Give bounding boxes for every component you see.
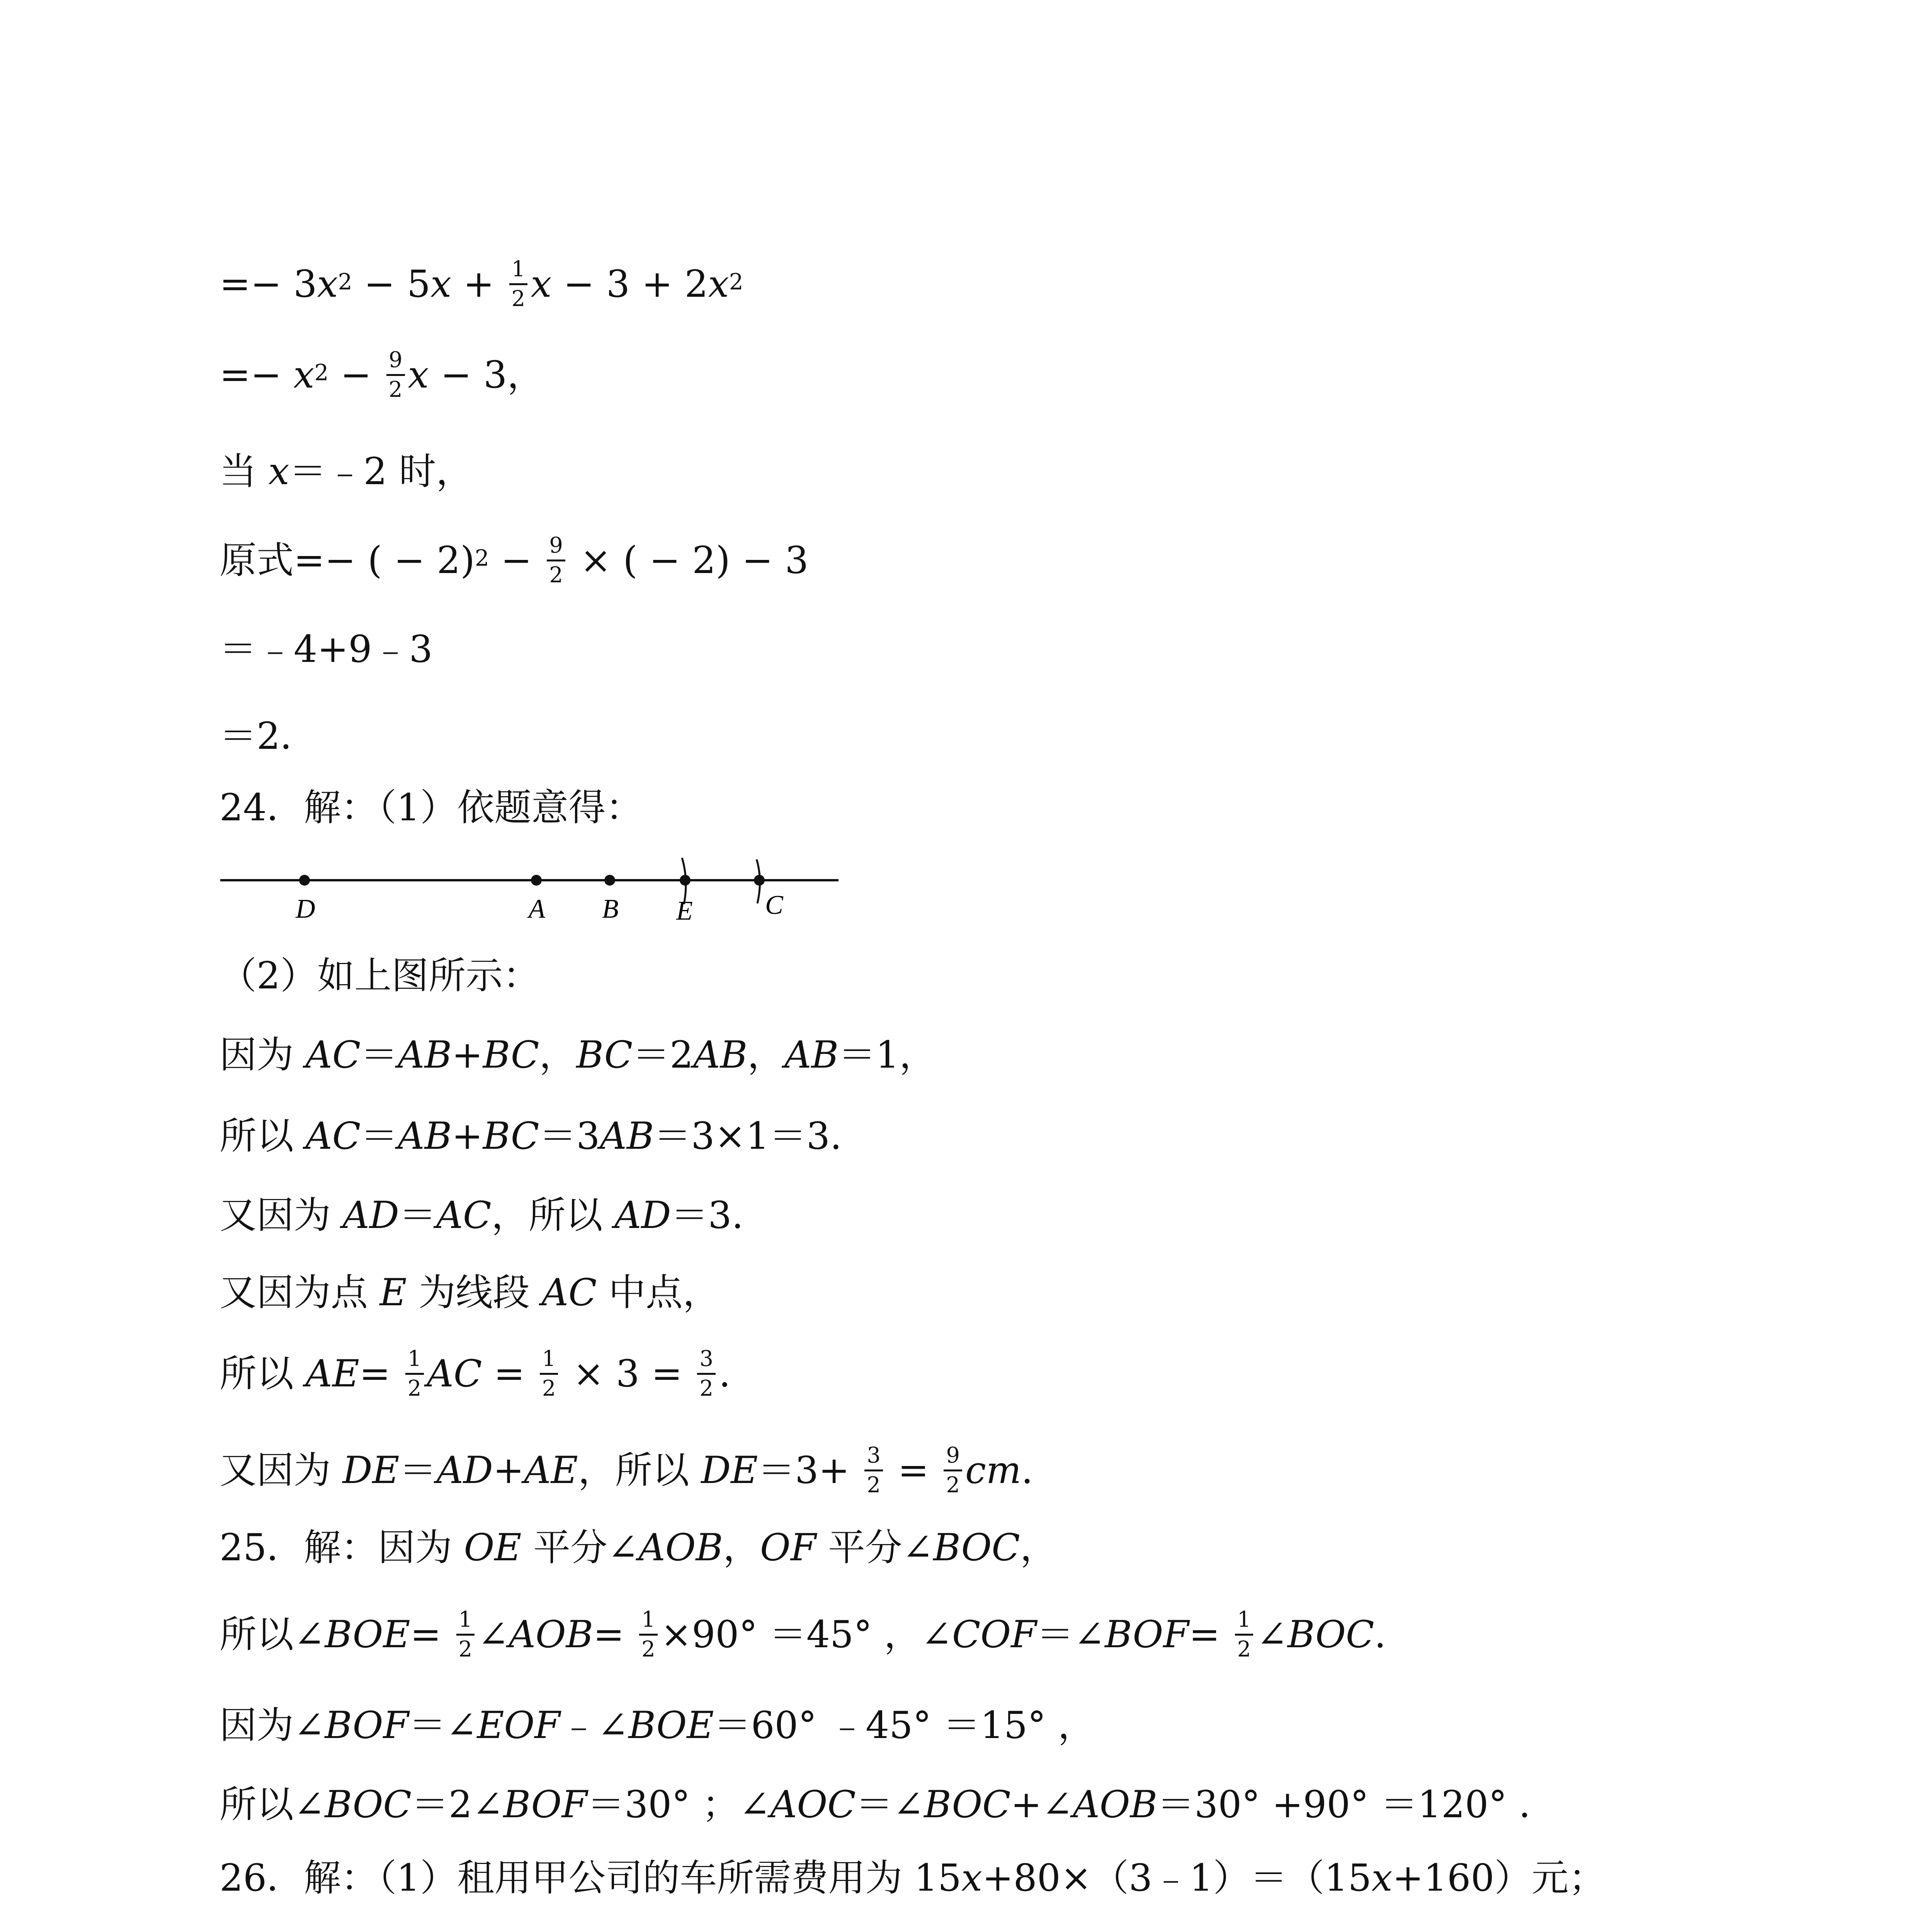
text-run: . xyxy=(1021,1449,1033,1492)
math-variable: BOF xyxy=(1105,1613,1189,1656)
math-variable: AB xyxy=(398,1114,452,1158)
math-variable: AOB xyxy=(1073,1783,1158,1826)
math-variable: AD xyxy=(436,1449,493,1492)
text-run: . xyxy=(719,1352,731,1395)
math-variable: OF xyxy=(760,1526,816,1569)
fraction-denominator: 2 xyxy=(1237,1636,1251,1662)
text-run: ， xyxy=(539,1033,577,1077)
fraction-denominator: 2 xyxy=(388,377,403,402)
text-run: − 5 xyxy=(352,262,431,306)
point-d xyxy=(299,875,310,886)
math-variable: DE xyxy=(342,1449,400,1492)
text-run: + xyxy=(451,262,506,306)
point-b xyxy=(604,875,615,886)
math-variable: AB xyxy=(693,1033,748,1077)
text-run: ∠ xyxy=(478,1613,509,1656)
text-run: 平分∠ xyxy=(521,1526,639,1569)
text-run: − xyxy=(489,539,544,582)
text-run: +∠ xyxy=(1010,1783,1073,1826)
math-variable: BOC xyxy=(933,1526,1020,1569)
math-variable: DE xyxy=(701,1449,758,1492)
math-variable: BOF xyxy=(503,1783,588,1826)
math-variable: E xyxy=(379,1271,407,1314)
line-6 xyxy=(219,711,317,761)
line-2: =− x $^2$ − $\frac{9}{2}$ x − 3， xyxy=(219,347,544,402)
text-run: =− xyxy=(219,353,294,396)
math-variable: BOC xyxy=(924,1783,1011,1826)
text-run: ，所以 xyxy=(578,1449,701,1492)
line-1: =− 3 x $^2$ − 5 x + $\frac{1}{2}$ x − 3 + 2 x $^2$ xyxy=(219,256,743,311)
text-run: 又因为 xyxy=(219,1194,343,1237)
fraction-denominator: 2 xyxy=(511,286,526,311)
text-run: 为线段 xyxy=(407,1271,542,1314)
text-run: = xyxy=(410,1613,453,1656)
fraction-denominator: 2 xyxy=(542,1376,556,1401)
text-run: + xyxy=(452,1033,483,1077)
text-run: ＝∠ xyxy=(409,1704,477,1747)
point-a xyxy=(531,875,542,886)
text-run: ＝1， xyxy=(839,1033,937,1077)
math-variable: x xyxy=(1371,1856,1393,1900)
fraction-numerator: 1 xyxy=(1235,1609,1254,1636)
fraction-denominator: 2 xyxy=(867,1472,881,1498)
text-run: 26．解：（1）租用甲公司的车所需费用为 15 xyxy=(219,1856,961,1900)
math-variable: AB xyxy=(398,1033,452,1077)
math-variable: x xyxy=(408,353,429,396)
text-run: ＝∠ xyxy=(856,1783,924,1826)
math-variable: x xyxy=(293,353,315,396)
line-3 xyxy=(219,446,473,497)
math-variable: AC xyxy=(427,1352,482,1395)
text-run: ×90° ＝45° ，∠ xyxy=(660,1613,952,1656)
math-variable: BOE xyxy=(628,1704,714,1747)
text-run: 25．解：因为 xyxy=(219,1526,464,1569)
text-run: ＝3 xyxy=(539,1114,600,1158)
text-run: +80×（3﹣1）＝（15 xyxy=(982,1856,1372,1900)
fraction xyxy=(944,1442,962,1498)
math-variable: AE xyxy=(305,1352,359,1395)
line-11 xyxy=(219,1190,743,1240)
line-13 xyxy=(219,1346,731,1401)
text-run: 又因为 xyxy=(219,1449,343,1492)
text-run: ＝﹣2 时， xyxy=(289,450,473,493)
math-variable: x xyxy=(961,1856,983,1900)
text-run: 又因为点 xyxy=(219,1271,380,1314)
math-variable: x xyxy=(430,262,452,306)
text-run: 中点， xyxy=(597,1271,720,1314)
math-variable: BOF xyxy=(325,1704,409,1747)
text-run: ＝ xyxy=(399,1449,437,1492)
label-d: D xyxy=(296,894,315,924)
line-7 xyxy=(219,782,643,833)
text-run: = xyxy=(482,1352,537,1395)
fraction xyxy=(1235,1609,1254,1660)
math-variable: x xyxy=(317,262,338,306)
text-run: ， xyxy=(747,1033,785,1077)
text-run: ∠ xyxy=(1256,1613,1288,1656)
fraction-denominator: 2 xyxy=(946,1472,960,1498)
math-variable: AE xyxy=(524,1449,578,1492)
math-variable: AC xyxy=(541,1271,597,1314)
math-variable: BOC xyxy=(325,1783,412,1826)
math-variable: AD xyxy=(614,1194,671,1237)
text-run: = xyxy=(359,1352,402,1395)
text-run: ＝ xyxy=(399,1194,436,1237)
math-variable: COF xyxy=(952,1613,1037,1656)
text-run: ＝﹣4+9﹣3 xyxy=(219,628,433,671)
math-variable: AOB xyxy=(509,1613,594,1656)
fraction-numerator: 3 xyxy=(697,1348,716,1375)
text-run: ＝2 xyxy=(633,1033,694,1077)
text-run: （2）如上图所示： xyxy=(219,954,540,997)
text-run: × 3 = xyxy=(561,1352,694,1395)
text-run: ＝ xyxy=(361,1033,398,1077)
text-run: ＝ xyxy=(361,1114,398,1158)
text-run: 因为∠ xyxy=(219,1704,325,1747)
text-run: ＝30° ；∠ xyxy=(587,1783,771,1826)
fraction-numerator: 9 xyxy=(944,1445,962,1471)
fraction xyxy=(386,349,405,401)
math-variable: AB xyxy=(784,1033,839,1077)
math-variable: BOE xyxy=(325,1613,410,1656)
fraction-numerator: 1 xyxy=(639,1609,658,1636)
text-run: × ( − 2) − 3 xyxy=(568,539,809,582)
text-run: ＝3+ xyxy=(758,1449,862,1492)
text-run: − 3 + 2 xyxy=(551,262,708,306)
text-run: + xyxy=(493,1449,524,1492)
fraction-numerator: 9 xyxy=(547,535,565,561)
text-run: ＝2． xyxy=(219,714,318,758)
line-4: 原式=− ( − 2) $^2$ − $\frac{9}{2}$ × ( − 2) − 3 xyxy=(219,532,809,588)
fraction-numerator: 3 xyxy=(864,1445,883,1471)
text-run: + xyxy=(452,1114,483,1158)
text-run: − 3， xyxy=(429,353,544,396)
text-run: = xyxy=(593,1613,636,1656)
line-19 xyxy=(219,1853,1606,1903)
math-variable: cm xyxy=(965,1449,1021,1492)
text-run: ﹣∠ xyxy=(560,1704,629,1747)
math-variable: x xyxy=(268,450,289,493)
text-run: 所以 xyxy=(219,1352,306,1395)
text-run: 当 xyxy=(219,450,269,493)
math-variable: EOF xyxy=(477,1704,560,1747)
text-run: ＝30° +90° ＝120° ． xyxy=(1157,1783,1556,1826)
line-10 xyxy=(219,1111,842,1161)
fraction-denominator: 2 xyxy=(699,1376,714,1401)
text-run: +160）元； xyxy=(1392,1856,1606,1900)
text-run: ，所以 xyxy=(491,1194,615,1237)
line-12 xyxy=(219,1267,720,1318)
text-run: ＝3. xyxy=(671,1194,743,1237)
math-variable: BC xyxy=(483,1114,539,1158)
text-run: 平分∠ xyxy=(816,1526,934,1569)
line-14 xyxy=(219,1442,1033,1498)
fraction-numerator: 1 xyxy=(405,1348,424,1375)
number-line-diagram xyxy=(216,850,858,927)
fraction xyxy=(509,256,528,311)
text-run: =− 3 xyxy=(219,262,317,306)
text-run: ＝∠ xyxy=(1036,1613,1105,1656)
fraction xyxy=(864,1442,883,1498)
label-a: A xyxy=(529,894,545,924)
label-c: C xyxy=(765,890,783,920)
fraction-numerator: 1 xyxy=(540,1348,558,1375)
math-variable: AC xyxy=(436,1194,492,1237)
math-variable: AOC xyxy=(770,1783,856,1826)
text-run: ＝2∠ xyxy=(411,1783,503,1826)
line-9 xyxy=(219,1030,936,1080)
line-5 xyxy=(219,624,433,674)
text-run: = xyxy=(1189,1613,1232,1656)
math-variable: BC xyxy=(483,1033,539,1077)
line-18 xyxy=(219,1779,1556,1830)
label-b: B xyxy=(602,894,619,924)
math-variable: x xyxy=(531,262,552,306)
text-run: ＝60° ﹣45° ＝15° ， xyxy=(714,1704,1095,1747)
math-variable: BC xyxy=(576,1033,633,1077)
math-variable: OE xyxy=(464,1526,522,1569)
fraction xyxy=(405,1348,424,1400)
fraction xyxy=(547,532,565,588)
fraction xyxy=(697,1348,716,1400)
text-run: 24．解：（1）依题意得： xyxy=(219,786,643,829)
math-variable: AB xyxy=(600,1114,654,1158)
fraction xyxy=(540,1348,558,1400)
line-16 xyxy=(219,1609,1386,1660)
line-17 xyxy=(219,1700,1095,1750)
math-variable: AC xyxy=(305,1114,361,1158)
fraction xyxy=(639,1609,658,1660)
math-variable: AOB xyxy=(638,1526,723,1569)
fraction-denominator: 2 xyxy=(458,1636,473,1662)
label-e: E xyxy=(676,896,693,926)
math-variable: AD xyxy=(342,1194,399,1237)
fraction-denominator: 2 xyxy=(549,562,563,588)
math-variable: AC xyxy=(305,1033,361,1077)
text-run: 因为 xyxy=(219,1033,306,1077)
fraction-numerator: 1 xyxy=(509,259,528,285)
fraction-denominator: 2 xyxy=(407,1376,422,1401)
fraction-numerator: 1 xyxy=(456,1609,475,1636)
text-run: ， xyxy=(723,1526,760,1569)
text-run: 原式=− ( − 2) xyxy=(219,539,475,582)
text-run: 所以 xyxy=(219,1114,306,1158)
text-run: 所以∠ xyxy=(219,1613,325,1656)
text-run: 所以∠ xyxy=(219,1783,325,1826)
text-run: ， xyxy=(1020,1526,1057,1569)
fraction-denominator: 2 xyxy=(641,1636,655,1662)
line-15 xyxy=(219,1522,1057,1573)
fraction xyxy=(456,1609,475,1660)
line-8 xyxy=(219,951,540,1001)
fraction-numerator: 9 xyxy=(386,349,405,376)
text-run: ＝3×1＝3. xyxy=(654,1114,842,1158)
text-run: − xyxy=(328,353,383,396)
text-run: . xyxy=(1374,1613,1386,1656)
math-variable: BOC xyxy=(1287,1613,1374,1656)
text-run: = xyxy=(886,1449,941,1492)
math-variable: x xyxy=(708,262,729,306)
